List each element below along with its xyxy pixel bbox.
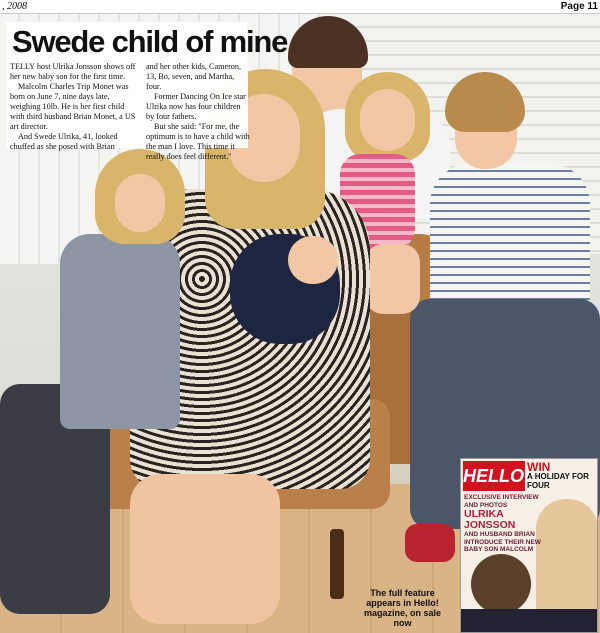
sofa-leg — [330, 529, 344, 599]
cover-thumbnails — [461, 609, 598, 633]
article-paragraph: Malcolm Charles Trip Monet was born on June 7, nine days late, weighing 10lb. He is her first child with third husband Brian Monet, a US art director. — [10, 82, 136, 131]
small-girl-legs — [365, 244, 420, 314]
article-column-2 — [146, 62, 250, 162]
girl-top — [60, 234, 180, 429]
article-paragraph: But she said: "For me, the optimum is to have a child with the man I love. This time it really does feel different." — [146, 122, 250, 161]
win-detail: A HOLIDAY FOR FOUR — [527, 472, 589, 490]
cover-blurb: AND HUSBAND BRIAN INTRODUCE THEIR NEW BABY SON MALCOLM — [464, 531, 541, 553]
win-label: WIN — [527, 460, 551, 474]
photo-caption: The full feature appears in Hello! magazine, on sale now — [363, 588, 442, 628]
article-text — [6, 62, 250, 161]
cover-name: ULRIKA JONSSON — [464, 508, 516, 531]
issue-date: , 2008 — [2, 1, 27, 12]
article-column-1 — [10, 62, 138, 152]
boy-shirt — [430, 164, 590, 314]
article-paragraph: TELLY host Ulrika Jonsson shows off her new baby son for the first time. — [10, 62, 136, 81]
magazine-logo: HELLO! — [463, 461, 525, 491]
magazine-win-banner — [527, 460, 597, 490]
woman-legs — [130, 474, 280, 624]
magazine-cover — [460, 458, 598, 633]
girl-face — [115, 174, 165, 232]
cover-kicker: EXCLUSIVE INTERVIEW AND PHOTOS — [464, 494, 539, 509]
boy-shoe — [405, 524, 455, 562]
cover-text — [464, 494, 554, 554]
page-header — [0, 0, 600, 14]
article-paragraph: And Swede Ulrika, 41, looked chuffed as she posed with Brian — [10, 132, 118, 151]
baby-face — [288, 236, 338, 284]
headline: Swede child of mine — [6, 22, 247, 62]
small-girl-face — [360, 89, 415, 151]
page-number: Page 11 — [560, 1, 598, 12]
article-paragraph: and her other kids, Cameron, 13, Bo, seven, and Martha, four. — [146, 62, 242, 91]
cover-photo-man — [471, 554, 531, 614]
article-paragraph: Former Dancing On Ice star Ulrika now has four children by four fathers. — [146, 92, 246, 121]
